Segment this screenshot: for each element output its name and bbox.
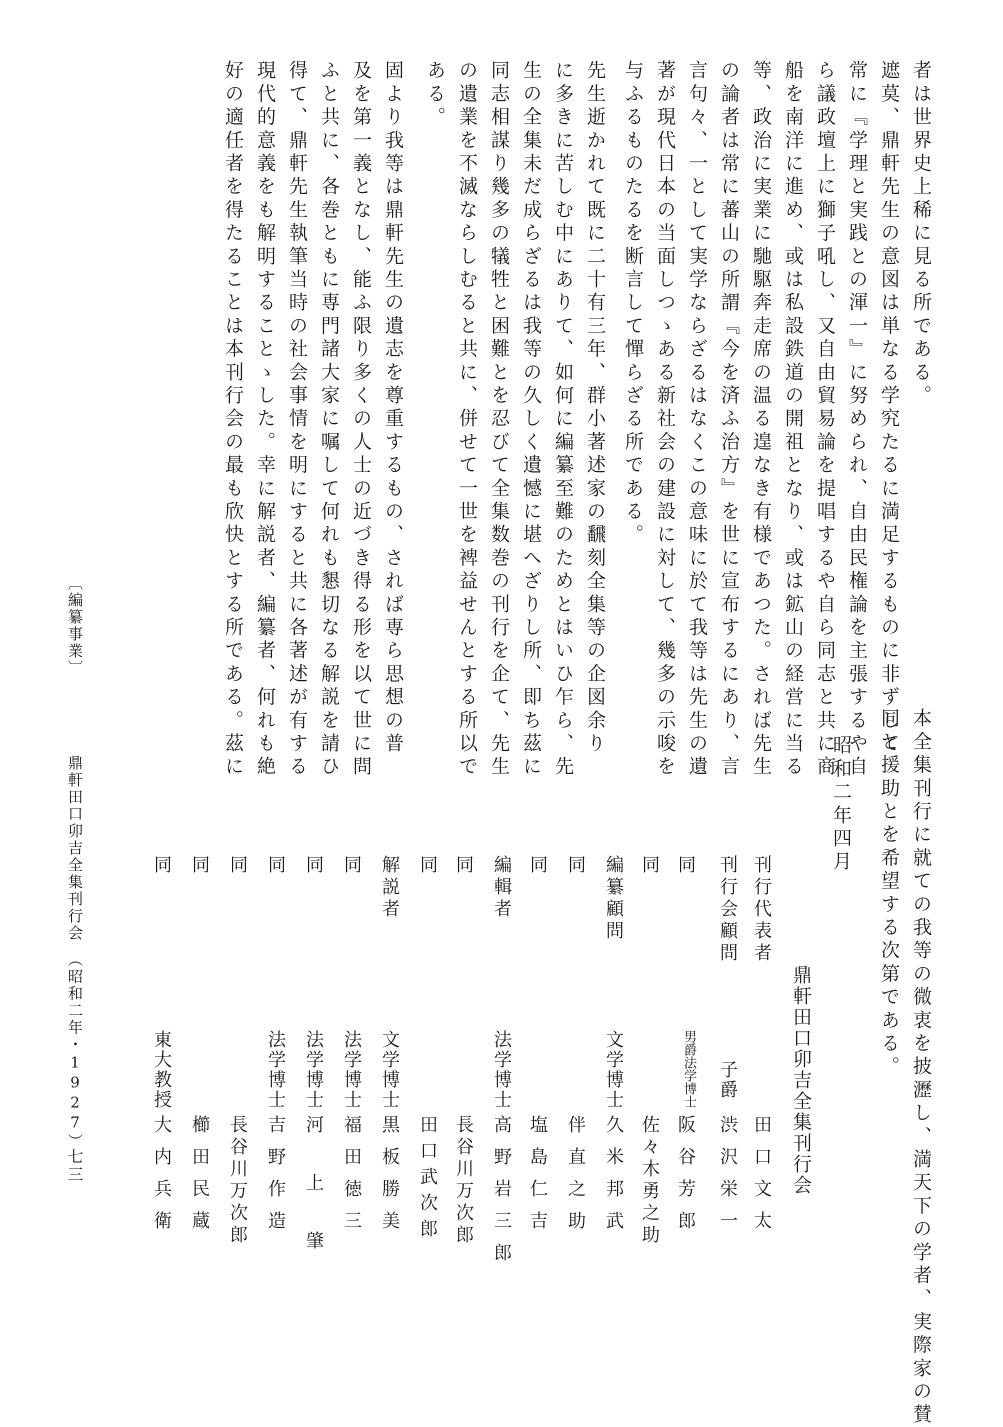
prose-line: ら議政壇上に獅子吼し、又自由貿易論を提唱するや自ら同志と共に商	[814, 60, 836, 780]
roster-name: 櫛田民蔵	[189, 1115, 210, 1243]
roster-title: 法学博士	[303, 1030, 324, 1110]
prose-line: 同志相謀り幾多の犠牲と困難とを忍びて全集数巻の刊行を企て、先生	[488, 60, 510, 780]
roster-name: 佐々木勇之助	[639, 1115, 660, 1247]
roster-name: 伴直之助	[565, 1115, 586, 1243]
prose-line: 得て、鼎軒先生執筆当時の社会事情を明にすると共に各著述が有する	[286, 60, 308, 780]
roster-role: 同	[151, 855, 172, 877]
prose-line: 常に『学理と実践との渾一』に努められ、自由民権論を主張するや自	[846, 60, 868, 780]
roster-title: 東大教授	[151, 1030, 172, 1110]
closing-line: 同と援助とを希望する次第である。	[878, 708, 900, 1080]
roster-role: 同	[527, 855, 548, 877]
prose-line: ふと共に、各巻ともに専門諸大家に嘱して何れも懇切なる解説を請ひ	[318, 60, 340, 780]
prose-line: 現代的意義をも解明することゝした。幸に解説者、編纂者、何れも絶	[254, 60, 276, 780]
prose-line: 与ふるものたるを断言して憚らざる所である。	[622, 60, 644, 548]
roster-name: 長谷川万次郎	[453, 1115, 474, 1247]
page-number: 七三	[65, 1148, 84, 1184]
roster-name: 田口文太	[751, 1115, 772, 1243]
roster-role: 同	[227, 855, 248, 877]
roster-name: 吉野作造	[265, 1115, 286, 1243]
prose-line: の遺業を不滅ならしむると共に、併せて一世を裨益せんとする所以で	[456, 60, 478, 780]
roster-name: 久米邦武	[603, 1115, 624, 1243]
roster-name: 阪谷芳郎	[675, 1115, 696, 1243]
roster-name: 大内兵衛	[151, 1115, 172, 1243]
society-name: 鼎軒田口卯吉全集刊行会	[790, 965, 812, 1196]
roster-role: 同	[639, 855, 660, 877]
roster-title: 文学博士	[379, 1030, 400, 1110]
prose-line: 著が現代日本の当面しつゝある新社会の建設に対して、幾多の示唆を	[654, 60, 676, 780]
roster-name: 福田徳三	[341, 1115, 362, 1243]
roster-role: 同	[341, 855, 362, 877]
roster-name: 塩島仁吉	[527, 1115, 548, 1243]
source-note: 鼎軒田口卯吉全集刊行会 （昭和二年・1927）	[66, 755, 84, 1151]
date: 昭和二年四月	[830, 735, 852, 875]
prose-line: 遮莫、鼎軒先生の意図は単なる学究たるに満足するものに非ずして	[878, 60, 900, 756]
roster-role: 同	[265, 855, 286, 877]
roster-name: 高野岩三郎	[491, 1115, 512, 1275]
roster-role: 同	[189, 855, 210, 877]
roster-role: 同	[675, 855, 696, 877]
roster-role: 同	[417, 855, 438, 877]
roster-title: 文学博士	[603, 1030, 624, 1110]
prose-line: ある。	[424, 60, 446, 130]
roster-role: 解説者	[379, 855, 400, 921]
roster-name: 田口武次郎	[417, 1115, 438, 1245]
roster-name: 長谷川万次郎	[227, 1115, 248, 1247]
roster-title: 男爵法学博士	[681, 1030, 696, 1108]
prose-block	[0, 60, 1003, 780]
roster-role: 編輯者	[491, 855, 512, 921]
roster-title: 法学博士	[265, 1030, 286, 1110]
roster-role: 刊行代表者	[751, 855, 772, 965]
roster-role: 編纂顧問	[603, 855, 624, 943]
prose-line: 言句々、一として実学ならざるはなくこの意味に於て我等は先生の遺	[686, 60, 708, 780]
prose-line: に多きに苦しむ中にありて、如何に編纂至難のためとはいひ乍ら、先	[552, 60, 574, 780]
roster-title: 子爵	[717, 1060, 738, 1100]
prose-line: 及を第一義となし、能ふ限り多くの人士の近づき得る形を以て世に問	[350, 60, 372, 780]
section-label: 〔編纂事業〕	[66, 575, 84, 677]
prose-line: 者は世界史上稀に見る所である。	[910, 60, 932, 408]
prose-line: 好の適任者を得たることは本刊行会の最も欣快とする所である。茲に	[222, 60, 244, 780]
roster-name: 河上肇	[303, 1115, 324, 1289]
roster-title: 法学博士	[341, 1030, 362, 1110]
closing-line: 本全集刊行に就ての我等の微衷を披瀝し、満天下の学者、実際家の賛	[910, 708, 932, 1427]
roster-role: 同	[453, 855, 474, 877]
roster-role: 刊行会顧問	[717, 855, 738, 965]
prose-line: の論者は常に蕃山の所謂『今を済ふ治方』を世に宣布するにあり、言	[718, 60, 740, 780]
roster-name: 渋沢栄一	[717, 1115, 738, 1243]
prose-line: 先生逝かれて既に二十有三年、群小著述家の飜刻全集等の企図余り	[584, 60, 606, 756]
prose-line: 生の全集未だ成らざるは我等の久しく遺憾に堪へざりし所、即ち茲に	[520, 60, 542, 780]
prose-line: 等、政治に実業に馳駆奔走席の温る遑なき有様であつた。されば先生	[750, 60, 772, 780]
roster-role: 同	[303, 855, 324, 877]
roster-name: 黒板勝美	[379, 1115, 400, 1243]
prose-line: 船を南洋に進め、或は私設鉄道の開祖となり、或は鉱山の経営に当る	[782, 60, 804, 780]
prose-line: 固より我等は鼎軒先生の遺志を尊重するもの、されば専ら思想の普	[382, 60, 404, 756]
roster-role: 同	[565, 855, 586, 877]
roster-title: 法学博士	[491, 1030, 512, 1110]
